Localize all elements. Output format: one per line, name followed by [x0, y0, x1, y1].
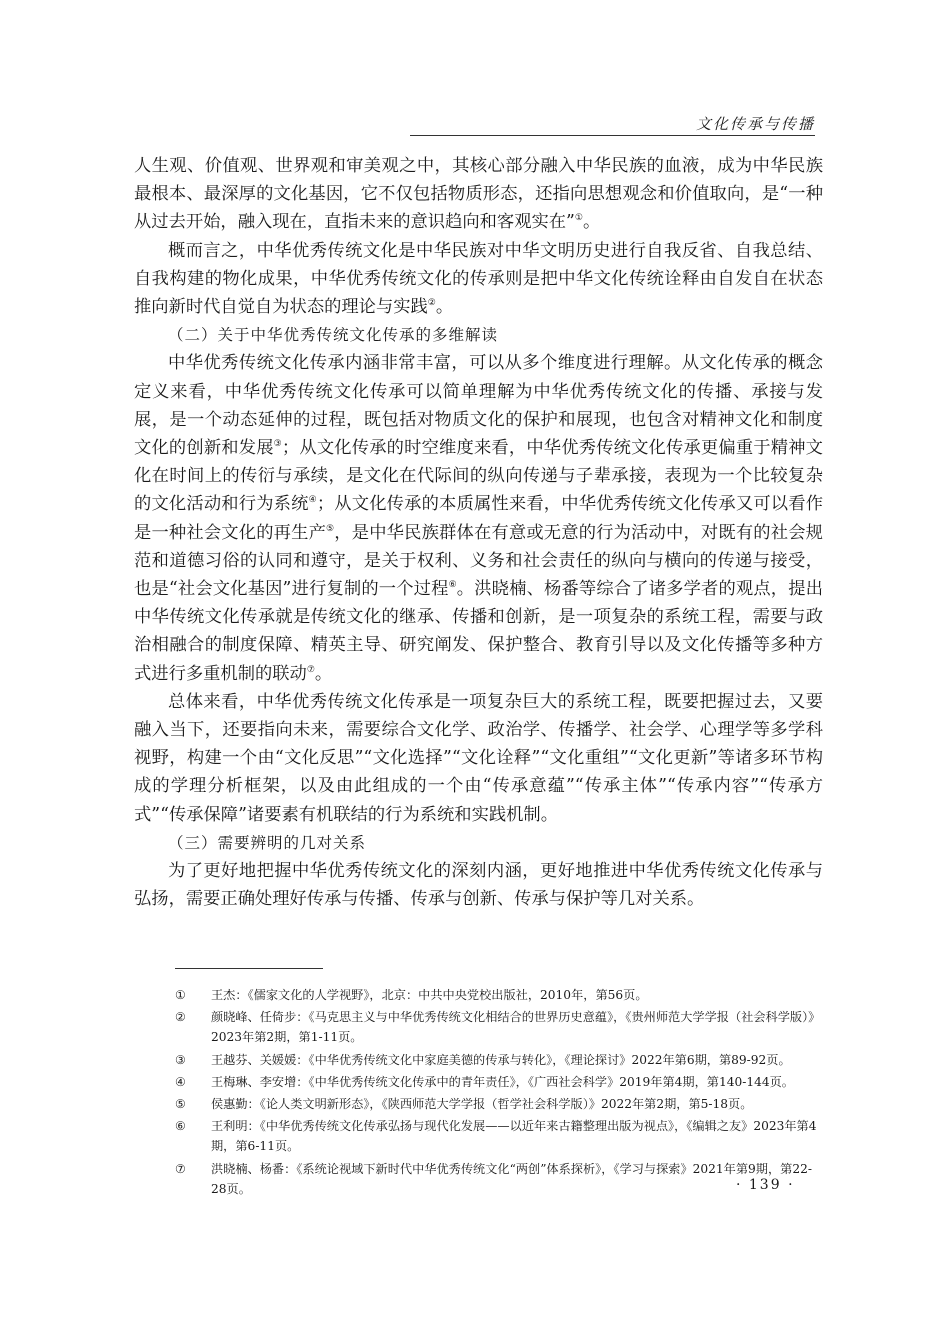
footnote-item	[175, 1094, 823, 1114]
section-heading: （二）关于中华优秀传统文化传承的多维解读	[168, 326, 499, 345]
footnote-item	[175, 1159, 823, 1199]
footnote-text: 洪晓楠、杨番：《系统论视域下新时代中华优秀传统文化“两创”体系探析》，《学习与探索》2021年第9期，第22-28页。	[211, 1161, 812, 1196]
footnote-text: 王越芬、关媛媛：《中华优秀传统文化中家庭美德的传承与转化》，《理论探讨》2022年第6期，第89-92页。	[211, 1052, 791, 1067]
footnote-text: 颜晓峰、任倚步：《马克思主义与中华优秀传统文化相结合的世界历史意蕴》，《贵州师范大学学报（社会科学版）》2023年第2期，第1-11页。	[211, 1010, 821, 1045]
footnotes	[175, 985, 823, 1201]
footnote-mark: ⑥	[175, 1119, 186, 1134]
footnote-item	[175, 1116, 823, 1156]
footnote-ref[interactable]: ①	[574, 213, 583, 224]
footnote-text: 王杰：《儒家文化的人学视野》，北京：中共中央党校出版社，2010年，第56页。	[211, 988, 648, 1002]
footnote-mark: ④	[175, 1074, 186, 1089]
footnote-mark: ⑦	[175, 1161, 186, 1176]
running-header: 文化传承与传播	[695, 115, 815, 133]
footnote-item	[175, 985, 823, 1005]
footnote-ref[interactable]: ④	[308, 495, 317, 506]
footnote-text: 王利明：《中华优秀传统文化传承弘扬与现代化发展——以近年来古籍整理出版为视点》，《编辑之友》2023年第4期，第6-11页。	[211, 1119, 817, 1154]
footnote-mark: ①	[175, 988, 186, 1002]
section-heading: （三）需要辨明的几对关系	[168, 833, 367, 852]
header-rule	[410, 135, 815, 136]
page-number: · 139 ·	[736, 1177, 795, 1193]
paragraph: 概而言之，中华优秀传统文化是中华民族对中华文明历史进行自我反省、自我总结、自我构建的物化成果，中华优秀传统文化的传承则是把中华文化传统诠释由自发自在状态推向新时代自觉自为状态的理论与实践②。	[134, 240, 823, 318]
footnote-text: 王梅琳、李安增：《中华优秀传统文化传承中的青年责任》，《广西社会科学》2019年第4期，第140-144页。	[211, 1074, 794, 1089]
footnote-ref[interactable]: ⑥	[448, 580, 457, 591]
body-text	[134, 152, 823, 913]
footnote-ref[interactable]: ⑤	[326, 523, 335, 534]
footnote-ref[interactable]: ③	[273, 439, 282, 450]
footnote-separator	[175, 968, 323, 969]
footnote-mark: ③	[175, 1052, 186, 1067]
paragraph: 中华优秀传统文化传承内涵非常丰富，可以从多个维度进行理解。从文化传承的概念定义来看，中华优秀传统文化传承可以简单理解为中华优秀传统文化的传播、承接与发展，是一个动态延伸的过程，既包括对物质文化的保护和展现，也包含对精神文化和制度文化的创新和发展③；从文化传承的时空维度来看，中华优秀传统文化传承更偏重于精神文化在时间上的传衍与承续，是文化在代际间的纵向传递与子辈承接，表现为一个比较复杂的文化活动和行为系统④；从文化传承的本质属性来看，中华优秀传统文化传承又可以看作是一种社会文化的再生产⑤，是中华民族群体在有意或无意的行为活动中，对既有的社会规范和道德习俗的认同和遵守，是关于权利、义务和社会责任的纵向与横向的传递与接受，也是“社会文化基因”进行复制的一个过程⑥。洪晓楠、杨番等综合了诸多学者的观点，提出中华传统文化传承就是传统文化的继承、传播和创新，是一项复杂的系统工程，需要与政治相融合的制度保障、精英主导、研究阐发、保护整合、教育引导以及文化传播等多种方式进行多重机制的联动⑦。	[134, 353, 823, 684]
footnote-item	[175, 1072, 823, 1092]
paragraph: 为了更好地把握中华优秀传统文化的深刻内涵，更好地推进中华优秀传统文化传承与弘扬，需要正确处理好传承与传播、传承与创新、传承与保护等几对关系。	[134, 861, 823, 910]
paragraph-continuation: 人生观、价值观、世界观和审美观之中，其核心部分融入中华民族的血液，成为中华民族最根本、最深厚的文化基因，它不仅包括物质形态，还指向思想观念和价值取向，是“一种从过去开始，融入现在，直指未来的意识趋向和客观实在”①。	[134, 156, 823, 233]
footnote-text: 侯惠勤：《论人类文明新形态》，《陕西师范大学学报（哲学社会科学版）》2022年第2期，第5-18页。	[211, 1097, 753, 1112]
paragraph: 总体来看，中华优秀传统文化传承是一项复杂巨大的系统工程，既要把握过去，又要融入当下，还要指向未来，需要综合文化学、政治学、传播学、社会学、心理学等多学科视野，构建一个由“文化反思”“文化选择”“文化诠释”“文化重组”“文化更新”等诸多环节构成的学理分析框架，以及由此组成的一个由“传承意蕴”“传承主体”“传承内容”“传承方式”“传承保障”诸要素有机联结的行为系统和实践机制。	[134, 691, 823, 825]
footnote-ref[interactable]: ②	[427, 298, 436, 309]
footnote-item	[175, 1050, 823, 1070]
footnote-ref[interactable]: ⑦	[306, 664, 315, 675]
footnote-item	[175, 1007, 823, 1047]
footnote-mark: ⑤	[175, 1097, 186, 1112]
footnote-mark: ②	[175, 1010, 186, 1025]
